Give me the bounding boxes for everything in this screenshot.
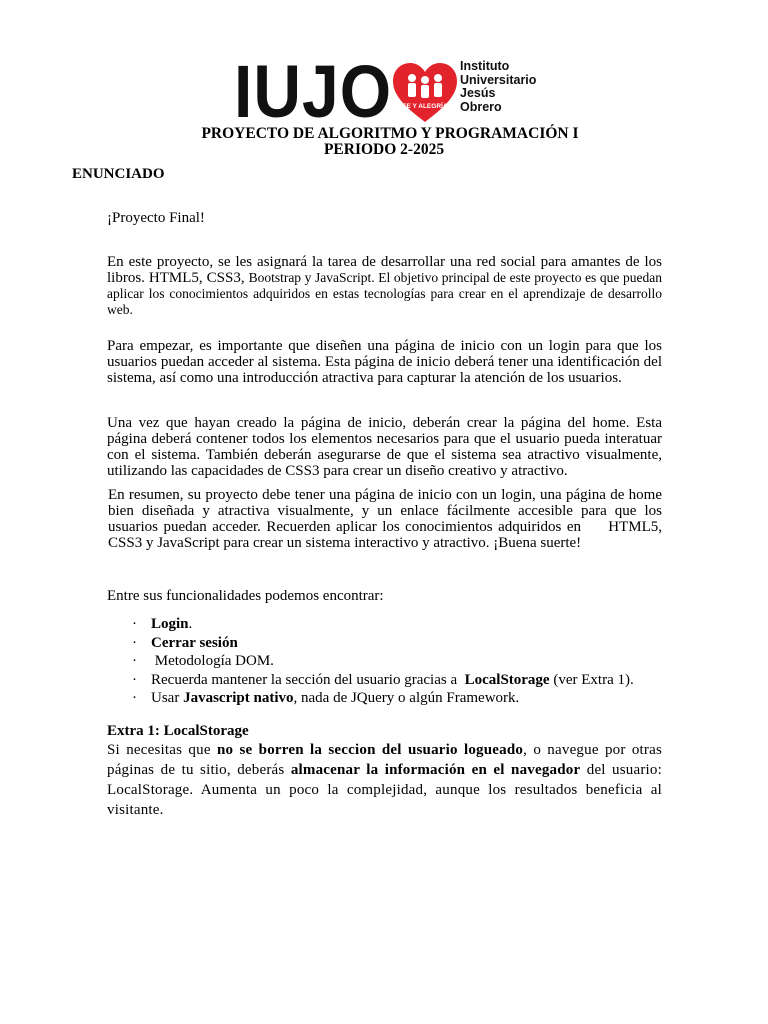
heart-logo-icon xyxy=(392,62,458,124)
list-item xyxy=(130,671,634,690)
feature-text: Login xyxy=(151,616,189,632)
paragraph-1-text: y JavaScript. El objetivo principal de este proyecto es que puedan aplicar los conocimientos adquiridos en estas tecnologías para crear en el xyxy=(107,270,663,301)
logo-acronym: IUJO xyxy=(234,49,393,133)
institute-name xyxy=(460,60,536,114)
document-period: PERIODO 2-2025 xyxy=(323,141,445,158)
feature-text: Javascript nativo xyxy=(183,690,294,706)
feature-text: Metodología DOM. xyxy=(151,653,274,669)
bullet: · xyxy=(132,616,137,632)
paragraph-4: En resumen, su proyecto debe tener una página de inicio con un login, una página de home bien diseñada y atractiva visualmente, y un enlace fácilmente accesible para que los usuarios puedan acceder. Recuerden aplicar los conocimientos adquiridos en HTML5, CSS3 y JavaScript para crear un sistema interactivo y atractivo. ¡Buena suerte! xyxy=(108,487,666,551)
section-heading: ENUNCIADO xyxy=(72,166,165,182)
institute-line: Universitario xyxy=(460,72,537,87)
feature-text: (ver Extra 1). xyxy=(549,671,634,688)
feature-text: Usar xyxy=(151,690,184,706)
paragraph-3: Una vez que hayan creado la página de inicio, deberán crear la página del home. Esta página deberá contener todos los elementos necesarios para que el usuario pueda interatuar con el sistema. También deberán asegurarse de que el sistema sea atractivo visualmente, utilizando las capacidades de CSS3 para crear un diseño creativo y atractivo. xyxy=(107,415,662,479)
feature-text: . xyxy=(188,616,193,632)
extra-text: Si necesitas que xyxy=(107,742,217,758)
extra-text: almacenar la información en el navegador xyxy=(290,762,581,778)
feature-text: , nada de JQuery o algún Framework. xyxy=(293,690,520,706)
list-item xyxy=(130,652,634,671)
paragraph-1-text: Bootstrap xyxy=(248,270,302,285)
paragraph-1-text: En este proyecto, se les asignará la tarea de desarrollar una red social para amantes de los libros. HTML5, CSS3, xyxy=(107,254,662,286)
bullet: · xyxy=(132,653,137,669)
paragraph-5: Entre sus funcionalidades podemos encontrar: xyxy=(107,588,384,604)
heart-logo-text: FE Y ALEGRÍA xyxy=(402,103,448,110)
institute-line: Jesús xyxy=(460,86,496,100)
feature-text: LocalStorage xyxy=(464,671,550,688)
bullet: · xyxy=(132,690,137,706)
bullet: · xyxy=(132,671,137,688)
feature-text: Recuerda mantener la sección del usuario gracias a xyxy=(151,671,465,688)
list-item xyxy=(130,634,634,653)
intro-paragraph: ¡Proyecto Final! xyxy=(107,210,205,226)
document-title: PROYECTO DE ALGORITMO Y PROGRAMACIÓN I xyxy=(201,125,579,142)
institution-logo xyxy=(234,49,537,133)
paragraph-1-text: aprendizaje de desarrollo web. xyxy=(107,286,662,317)
extra-text: del usuario: LocalStorage. Aumenta un poco la complejidad, aunque los resultados beneficia al visitante. xyxy=(107,762,662,818)
institute-line: Instituto xyxy=(460,59,510,73)
bullet: · xyxy=(132,634,137,651)
list-item xyxy=(130,689,634,708)
extra-text: no se borren la seccion del usuario logueado xyxy=(216,742,524,758)
extra-text: , o navegue por otras páginas de tu sitio, deberás xyxy=(107,742,663,778)
extra-heading: Extra 1: LocalStorage xyxy=(107,723,249,739)
extra-paragraph xyxy=(107,740,662,820)
list-item xyxy=(130,615,634,634)
features-list xyxy=(130,615,634,708)
institute-line: Obrero xyxy=(460,99,502,114)
paragraph-2: Para empezar, es importante que diseñen una página de inicio con un login para que los usuarios puedan acceder al sistema. Esta página de inicio deberá tener una identificación del sistema, así como una introducción atractiva para capturar la atención de los usuarios. xyxy=(107,338,662,386)
paragraph-1 xyxy=(107,254,662,318)
feature-text: Cerrar sesión xyxy=(151,634,238,651)
